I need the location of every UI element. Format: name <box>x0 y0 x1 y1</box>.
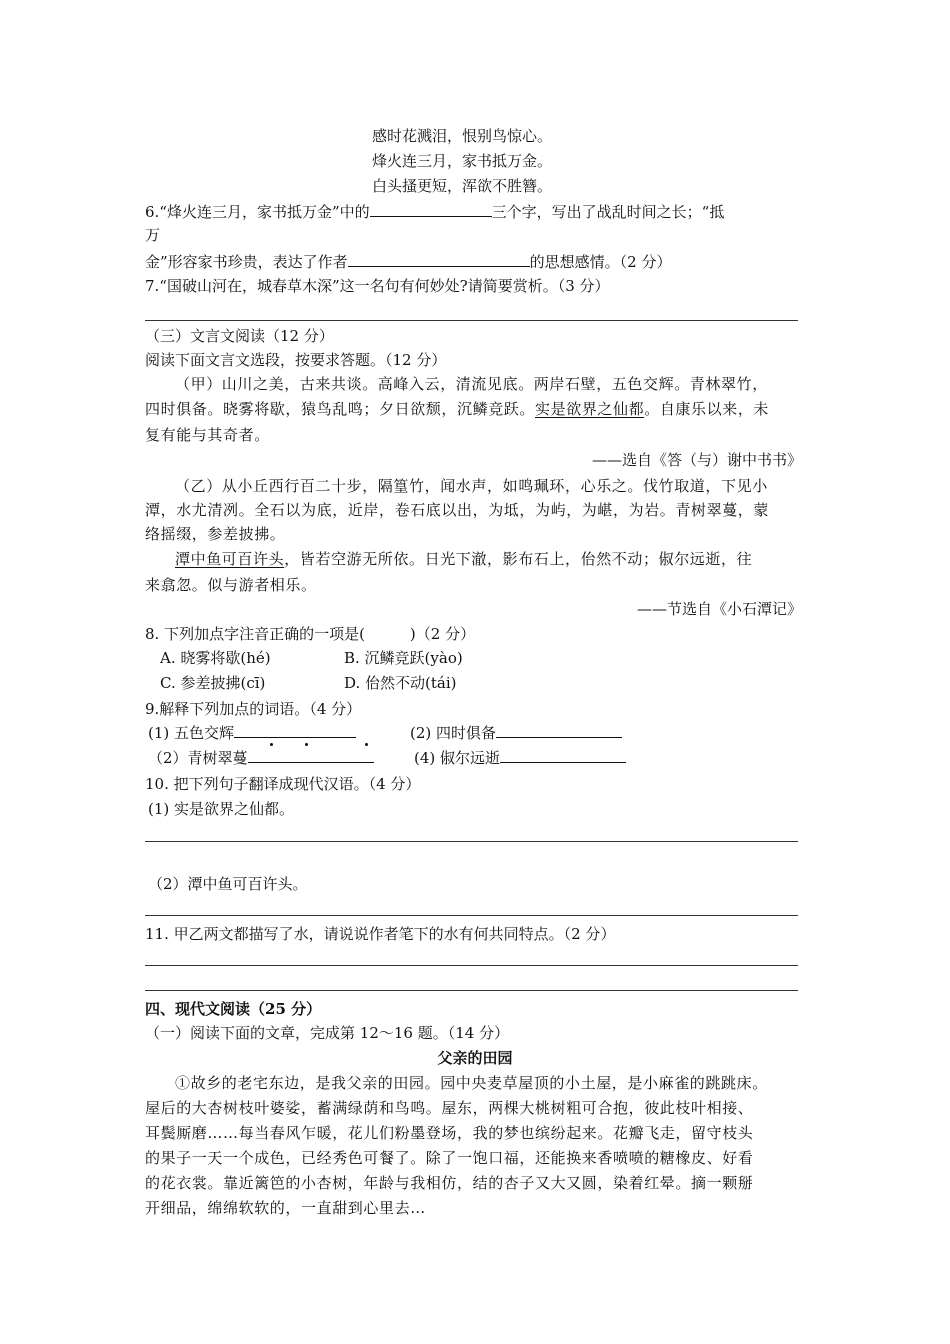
section-3-heading: （三）文言文阅读（12 分） <box>145 327 334 345</box>
q10-answer-line-1[interactable] <box>145 841 798 842</box>
question-8: 8. 下列加点字注音正确的一项是( )（2 分） <box>145 625 476 643</box>
q6-answer-blank-1[interactable] <box>370 201 492 217</box>
q8-option-d[interactable]: D. 佁然不动(tái) <box>344 674 457 692</box>
question-11: 11. 甲乙两文都描写了水，请说说作者笔下的水有何共同特点。（2 分） <box>145 925 616 943</box>
yi-line-4b: ，皆若空游无所依。日光下澈，影布石上，佁然不动；俶尔远逝，往 <box>284 550 753 568</box>
yi-underlined-sentence: 潭中鱼可百许头 <box>175 550 285 568</box>
jia-underlined-sentence: 实是欲界之仙都 <box>535 400 645 418</box>
article-paragraph-line: 的果子一天一个成色，已经秀色可餐了。除了一饱口福，还能换来香喷喷的糖橡皮、好看 <box>145 1149 754 1167</box>
q9-item-1 <box>148 722 356 743</box>
q8-option-c[interactable]: C. 参差披拂(cī) <box>160 674 266 692</box>
q6-text-part4: 的思想感情。（2 分） <box>529 253 672 271</box>
q9-item-3-label: （2）青树翠蔓 <box>148 749 248 767</box>
q9-item-3 <box>148 747 374 768</box>
q9-item-2-label: (2) 四时俱备 <box>410 724 497 742</box>
q8-option-b[interactable]: B. 沉鳞竞跃(yào) <box>344 649 463 667</box>
q9-item-4 <box>414 747 626 768</box>
q6-wrap: 万 <box>145 226 161 244</box>
q10-answer-line-2[interactable] <box>145 915 798 916</box>
q9-blank-4[interactable] <box>500 747 626 763</box>
section-4-subheading: （一）阅读下面的文章，完成第 12～16 题。（14 分） <box>145 1024 510 1042</box>
q10-sentence-1: (1) 实是欲界之仙都。 <box>148 800 295 818</box>
q9-blank-2[interactable] <box>496 722 622 738</box>
yi-line-1: （乙）从小丘西行百二十步，隔篁竹，闻水声，如鸣珮环，心乐之。伐竹取道，下见小 <box>175 477 768 495</box>
article-paragraph-line: 屋后的大杏树枝叶婆娑，蓄满绿荫和鸟鸣。屋东，两棵大桃树粗可合抱，彼此枝叶相接、 <box>145 1099 754 1117</box>
q8-option-a[interactable]: A. 晓雾将歇(hé) <box>160 649 271 667</box>
poem-line-2: 烽火连三月，家书抵万金。 <box>372 152 553 170</box>
q6-text-part3: 金”形容家书珍贵，表达了作者 <box>145 253 348 271</box>
q6-text-part2: 三个字，写出了战乱时间之长；“抵 <box>491 203 725 221</box>
article-paragraph-line: 耳鬓厮磨……每当春风乍暖，花儿们粉墨登场，我的梦也缤纷起来。花瓣飞走，留守枝头 <box>145 1124 754 1142</box>
section-4-heading: 四、现代文阅读（25 分） <box>145 1000 322 1018</box>
q9-item-1-label: (1) 五色交辉 <box>148 724 235 742</box>
jia-line-2c: 。自康乐以来，未 <box>644 400 770 418</box>
poem-line-3: 白头搔更短，浑欲不胜簪。 <box>372 177 553 195</box>
article-paragraph-line: ①故乡的老宅东边，是我父亲的田园。园中央麦草屋顶的小土屋，是小麻雀的跳跳床。 <box>175 1074 768 1092</box>
emphasis-dot <box>365 743 368 746</box>
question-7: 7.“国破山河在，城春草木深”这一名句有何妙处?请简要赏析。（3 分） <box>145 277 610 295</box>
question-10: 10. 把下列句子翻译成现代汉语。（4 分） <box>145 775 421 793</box>
jia-source: ——选自《答（与）谢中书书》 <box>591 451 802 469</box>
q11-answer-line-2[interactable] <box>145 990 798 991</box>
article-paragraph-line: 开细品，绵绵软软的，一直甜到心里去… <box>145 1199 426 1217</box>
jia-line-1: （甲）山川之美，古来共谈。高峰入云，清流见底。两岸石壁，五色交辉。青林翠竹， <box>175 375 768 393</box>
yi-source: ——节选自《小石潭记》 <box>636 600 802 618</box>
yi-line-2: 潭，水尤清冽。全石以为底，近岸，卷石底以出，为坻，为屿，为嵁，为岩。青树翠蔓，蒙 <box>145 501 770 519</box>
q9-item-4-label: (4) 俶尔远逝 <box>414 749 501 767</box>
emphasis-dot <box>270 743 273 746</box>
yi-line-5: 来翕忽。似与游者相乐。 <box>145 576 317 594</box>
q9-blank-1[interactable] <box>234 722 356 738</box>
section-3-instruction: 阅读下面文言文选段，按要求答题。（12 分） <box>145 351 447 369</box>
poem-line-1: 感时花溅泪，恨别鸟惊心。 <box>372 127 553 145</box>
jia-line-2 <box>145 399 769 419</box>
q7-answer-line[interactable] <box>145 320 798 321</box>
question-9: 9.解释下列加点的词语。（4 分） <box>145 700 362 718</box>
q10-sentence-2: （2）潭中鱼可百许头。 <box>148 875 308 893</box>
q11-answer-line-1[interactable] <box>145 965 798 966</box>
q6-answer-blank-2[interactable] <box>348 251 530 267</box>
jia-line-3: 复有能与其奇者。 <box>145 426 270 444</box>
article-title: 父亲的田园 <box>437 1049 513 1067</box>
q6-text-part1: 6.“烽火连三月，家书抵万金”中的 <box>145 203 370 221</box>
question-6-line-2 <box>145 251 671 272</box>
yi-line-3: 络摇缀，参差披拂。 <box>145 525 286 543</box>
yi-line-4 <box>175 549 752 569</box>
q9-item-2 <box>410 722 622 743</box>
jia-line-2a: 四时俱备。晓雾将歇，猿鸟乱鸣；夕日欲颓，沉鳞竞跃。 <box>145 400 536 418</box>
question-6-line-1 <box>145 201 724 222</box>
emphasis-dot <box>305 743 308 746</box>
article-paragraph-line: 的花衣裳。靠近篱笆的小杏树，年龄与我相仿，结的杏子又大又圆，染着红晕。摘一颗掰 <box>145 1174 754 1192</box>
q9-blank-3[interactable] <box>248 747 374 763</box>
